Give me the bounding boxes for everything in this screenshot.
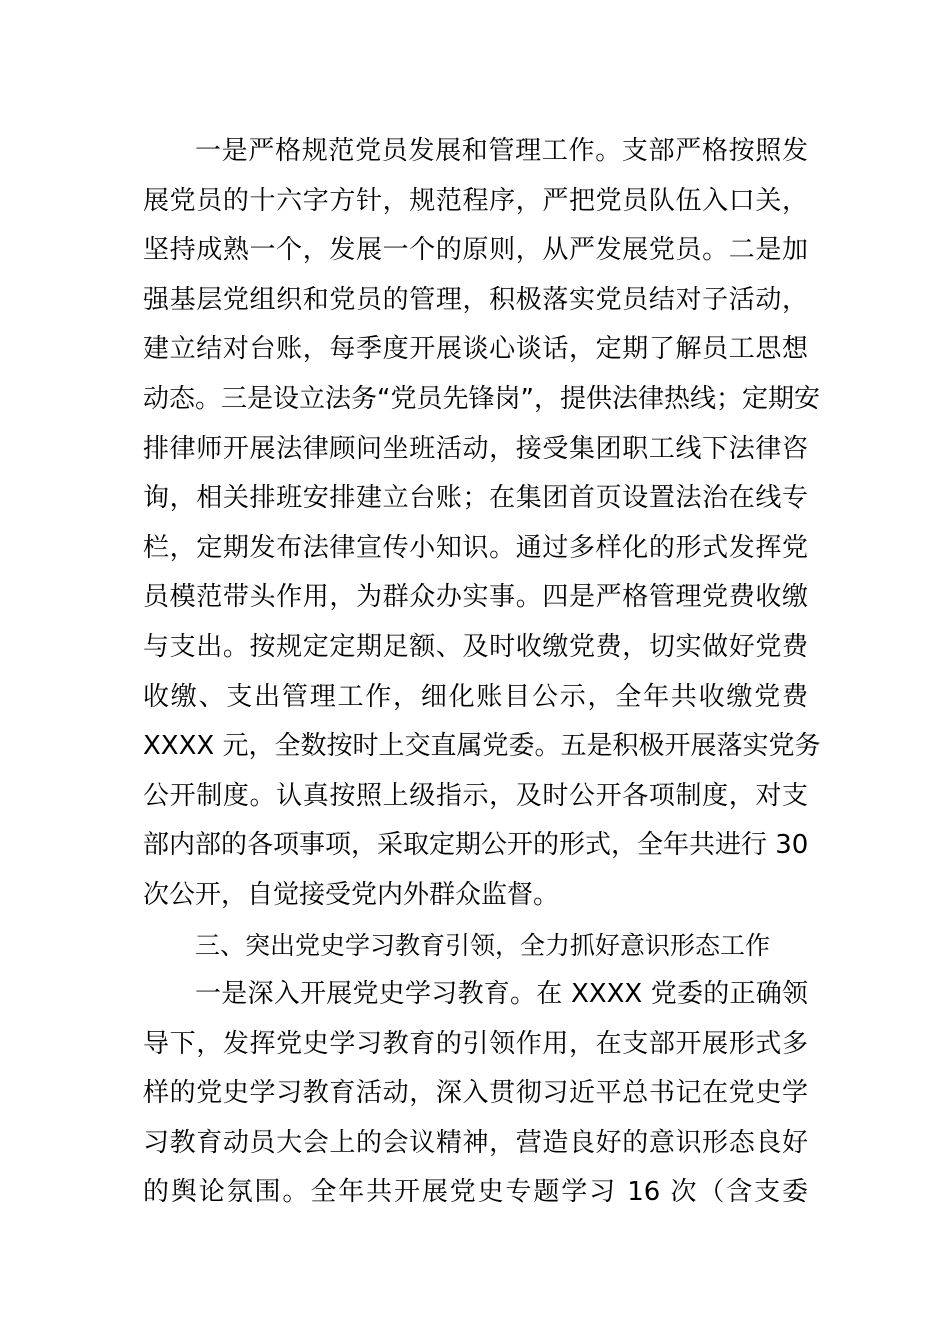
paragraph-line: 习教育动员大会上的会议精神，营造良好的意识形态良好 <box>143 1127 808 1158</box>
paragraph-line: 动态。三是设立法务“党员先锋岗”，提供法律热线；定期安 <box>143 383 820 414</box>
paragraph-line: 强基层党组织和党员的管理，积极落实党员结对子活动， <box>143 284 808 315</box>
paragraph-line: 一是深入开展党史学习教育。在 XXXX 党委的正确领 <box>195 979 808 1010</box>
paragraph-line: 一是严格规范党员发展和管理工作。支部严格按照发 <box>195 136 808 166</box>
paragraph-party-history <box>143 970 808 1218</box>
paragraph-line: 询，相关排班安排建立台账；在集团首页设置法治在线专 <box>143 483 808 514</box>
paragraph-line: 部内部的各项事项，采取定期公开的形式，全年共进行 30 <box>143 830 809 861</box>
paragraph-line: 栏，定期发布法律宣传小知识。通过多样化的形式发挥党 <box>143 532 808 563</box>
paragraph-line: 的舆论氛围。全年共开展党史专题学习 16 次（含支委 <box>143 1177 808 1208</box>
paragraph-line: 导下，发挥党史学习教育的引领作用，在支部开展形式多 <box>143 1028 808 1059</box>
section-heading: 三、突出党史学习教育引领，全力抓好意识形态工作 <box>195 930 771 960</box>
paragraph-line: 坚持成熟一个，发展一个的原则，从严发展党员。二是加 <box>143 235 808 266</box>
paragraph-line: 次公开，自觉接受党内外群众监督。 <box>143 879 560 910</box>
paragraph-line: 与支出。按规定定期足额、及时收缴党费，切实做好党费 <box>143 631 808 662</box>
paragraph-line: 公开制度。认真按照上级指示，及时公开各项制度，对支 <box>143 780 808 811</box>
body-text <box>143 127 821 1218</box>
paragraph-party-management <box>143 127 821 921</box>
paragraph-line: 收缴、支出管理工作，细化账目公示，全年共收缴党费 <box>143 681 808 712</box>
paragraph-line: 建立结对台账，每季度开展谈心谈话，定期了解员工思想 <box>143 334 808 365</box>
paragraph-line: 样的党史学习教育活动，深入贯彻习近平总书记在党史学 <box>143 1078 808 1109</box>
paragraph-line: 展党员的十六字方针，规范程序，严把党员队伍入口关， <box>143 185 808 216</box>
paragraph-line: XXXX 元，全数按时上交直属党委。五是积极开展落实党务 <box>143 731 821 762</box>
paragraph-line: 员模范带头作用，为群众办实事。四是严格管理党费收缴 <box>143 582 808 613</box>
paragraph-line: 排律师开展法律顾问坐班活动，接受集团职工线下法律咨 <box>143 433 808 464</box>
